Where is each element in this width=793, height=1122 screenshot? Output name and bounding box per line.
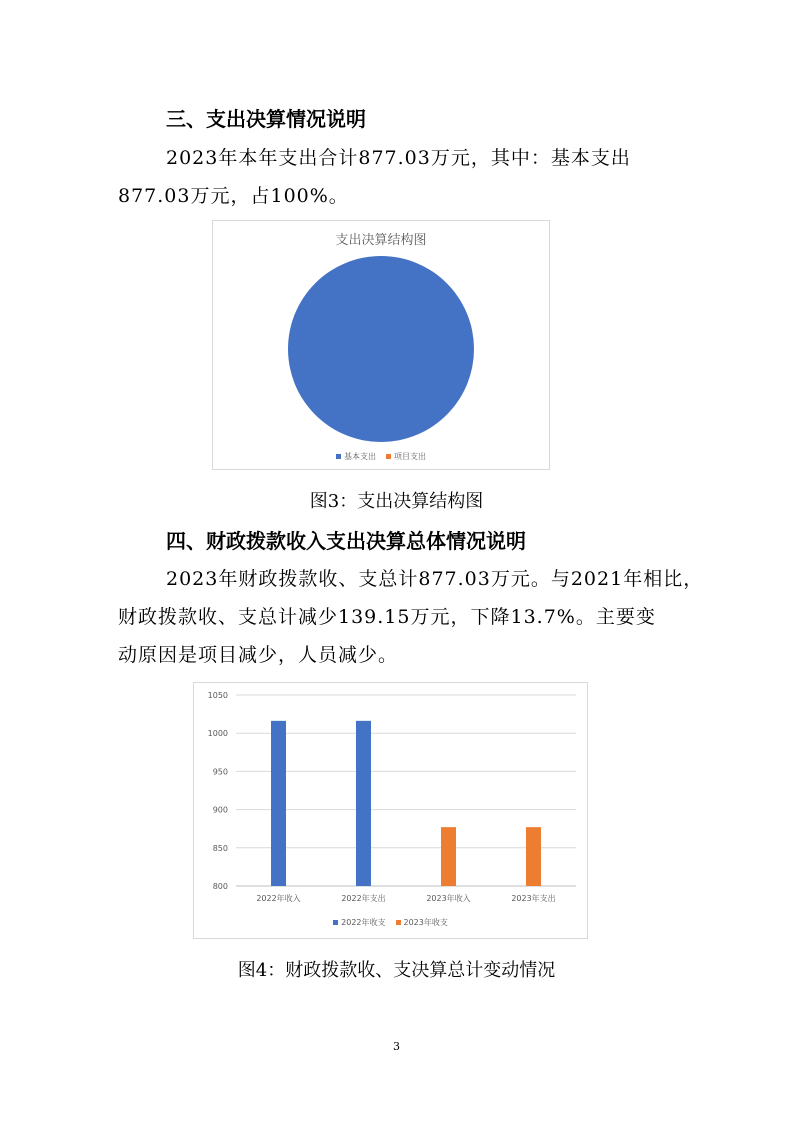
figure-3-caption: 图3：支出决算结构图: [309, 491, 484, 512]
legend-label-2022: 2022年收支: [341, 918, 386, 927]
page-number: 3: [393, 1040, 400, 1053]
legend-label-project: 项目支出: [394, 452, 426, 461]
bar: [356, 721, 371, 886]
section-4-line-1: 2023年财政拨款收、支总计877.03万元。与2021年相比，: [166, 568, 704, 590]
y-tick-label: 1000: [207, 729, 228, 739]
y-tick-label: 900: [212, 805, 228, 815]
legend-item-2023: [396, 917, 448, 928]
pie-legend: [213, 451, 549, 462]
bar: [441, 827, 456, 886]
section-3-line-1: 2023年本年支出合计877.03万元，其中：基本支出: [166, 147, 631, 169]
legend-swatch-basic: [336, 454, 341, 459]
bar-legend: [194, 917, 587, 928]
y-tick-label: 1050: [207, 691, 228, 700]
legend-item-project: [386, 451, 426, 462]
pie-chart-title: 支出决算结构图: [335, 233, 427, 248]
legend-swatch-project: [386, 454, 391, 459]
bar: [526, 827, 541, 886]
section-3-line-2: 877.03万元，占100%。: [118, 185, 349, 207]
legend-label-2023: 2023年收支: [403, 918, 448, 927]
y-tick-label: 950: [212, 767, 228, 777]
legend-label-basic: 基本支出: [344, 452, 376, 461]
bar: [271, 721, 286, 886]
x-tick-label: 2023年收入: [426, 894, 471, 903]
legend-swatch-2023: [396, 920, 401, 925]
legend-swatch-2022: [333, 920, 338, 925]
figure-4-caption: 图4：财政拨款收、支决算总计变动情况: [237, 960, 556, 981]
section-4-line-2: 财政拨款收、支总计减少139.15万元，下降13.7%。主要变: [118, 606, 656, 628]
x-tick-label: 2022年收入: [256, 894, 301, 903]
bar-chart-frame: [193, 682, 588, 939]
section-3-heading: 三、支出决算情况说明: [166, 107, 366, 131]
pie-chart: [213, 221, 549, 469]
bar-chart: [194, 683, 587, 938]
pie-chart-frame: [212, 220, 550, 470]
legend-item-basic: [336, 451, 376, 462]
y-tick-label: 800: [212, 882, 228, 891]
section-4-heading: 四、财政拨款收入支出决算总体情况说明: [166, 529, 526, 553]
legend-item-2022: [333, 917, 385, 928]
x-tick-label: 2022年支出: [341, 894, 386, 903]
y-tick-label: 850: [212, 843, 228, 853]
pie-slice-0: [288, 256, 474, 442]
x-tick-label: 2023年支出: [511, 894, 556, 903]
section-4-line-3: 动原因是项目减少，人员减少。: [118, 644, 399, 666]
